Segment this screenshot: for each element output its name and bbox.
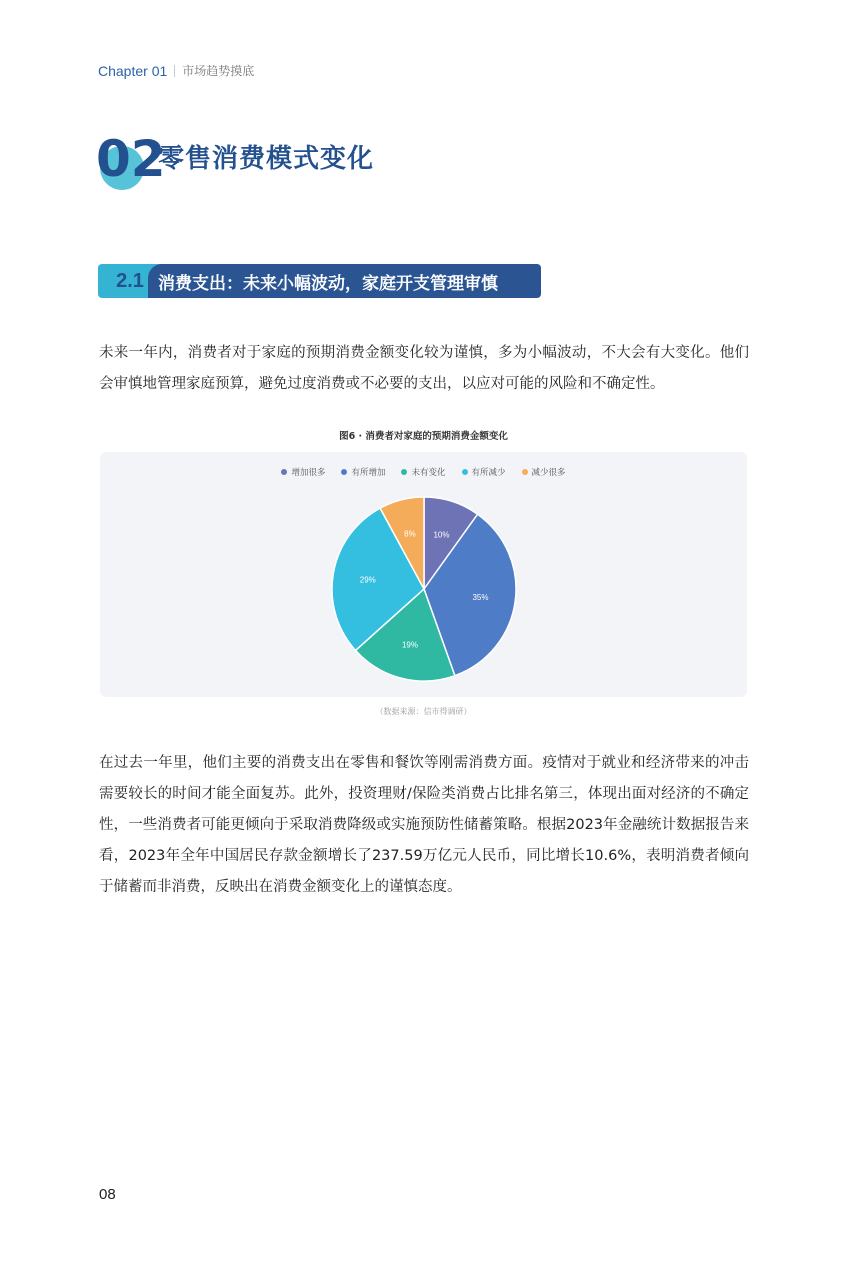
page-number: 08: [99, 1186, 116, 1203]
header-divider: [174, 65, 175, 77]
slice-label: 29%: [359, 575, 376, 585]
figure-title: 图6 · 消费者对家庭的预期消费金额变化: [339, 431, 508, 442]
section-title: 零售消费模式变化: [158, 144, 375, 174]
slice-label: 8%: [404, 529, 416, 539]
legend-label: 有所减少: [471, 468, 506, 478]
chapter-section-label: 市场趋势摸底: [182, 64, 255, 78]
running-header: [98, 62, 254, 79]
slice-label: 35%: [472, 592, 489, 602]
pie-chart: [100, 452, 747, 697]
legend-label: 未有变化: [411, 468, 446, 478]
pie-chart-panel: [100, 452, 747, 697]
section-number: 02: [96, 130, 166, 188]
legend-label: 减少很多: [531, 468, 566, 478]
subsection-title: 消费支出：未来小幅波动，家庭开支管理审慎: [148, 264, 541, 298]
legend-label: 有所增加: [351, 468, 386, 478]
chapter-label: Chapter 01: [98, 62, 168, 79]
subsection-number: 2.1: [98, 264, 162, 298]
slice-label: 19%: [401, 640, 418, 650]
section-number-graphic: [86, 122, 166, 192]
subsection-banner: [98, 264, 541, 298]
figure-source: （数据来源：信市得调研）: [375, 707, 472, 716]
section-heading: [86, 122, 406, 192]
legend-label: 增加很多: [291, 468, 326, 478]
slice-label: 10%: [433, 530, 450, 540]
body-paragraph-2: 在过去一年里，他们主要的消费支出在零售和餐饮等刚需消费方面。疫情对于就业和经济带来的冲击需要较长的时间才能全面复苏。此外，投资理财/保险类消费占比排名第三，体现出面对经济的不确定性，一些消费者可能更倾向于采取消费降级或实施预防性储蓄策略。根据2023年金融统计数据报告来看，2023年全年中国居民存款金额增长了237.59万亿元人民币，同比增长10.6%，表明消费者倾向于储蓄而非消费，反映出在消费金额变化上的谨慎态度。: [99, 755, 749, 895]
body-paragraph-1: 未来一年内，消费者对于家庭的预期消费金额变化较为谨慎，多为小幅波动，不大会有大变化。他们会审慎地管理家庭预算，避免过度消费或不必要的支出，以应对可能的风险和不确定性。: [99, 345, 749, 392]
